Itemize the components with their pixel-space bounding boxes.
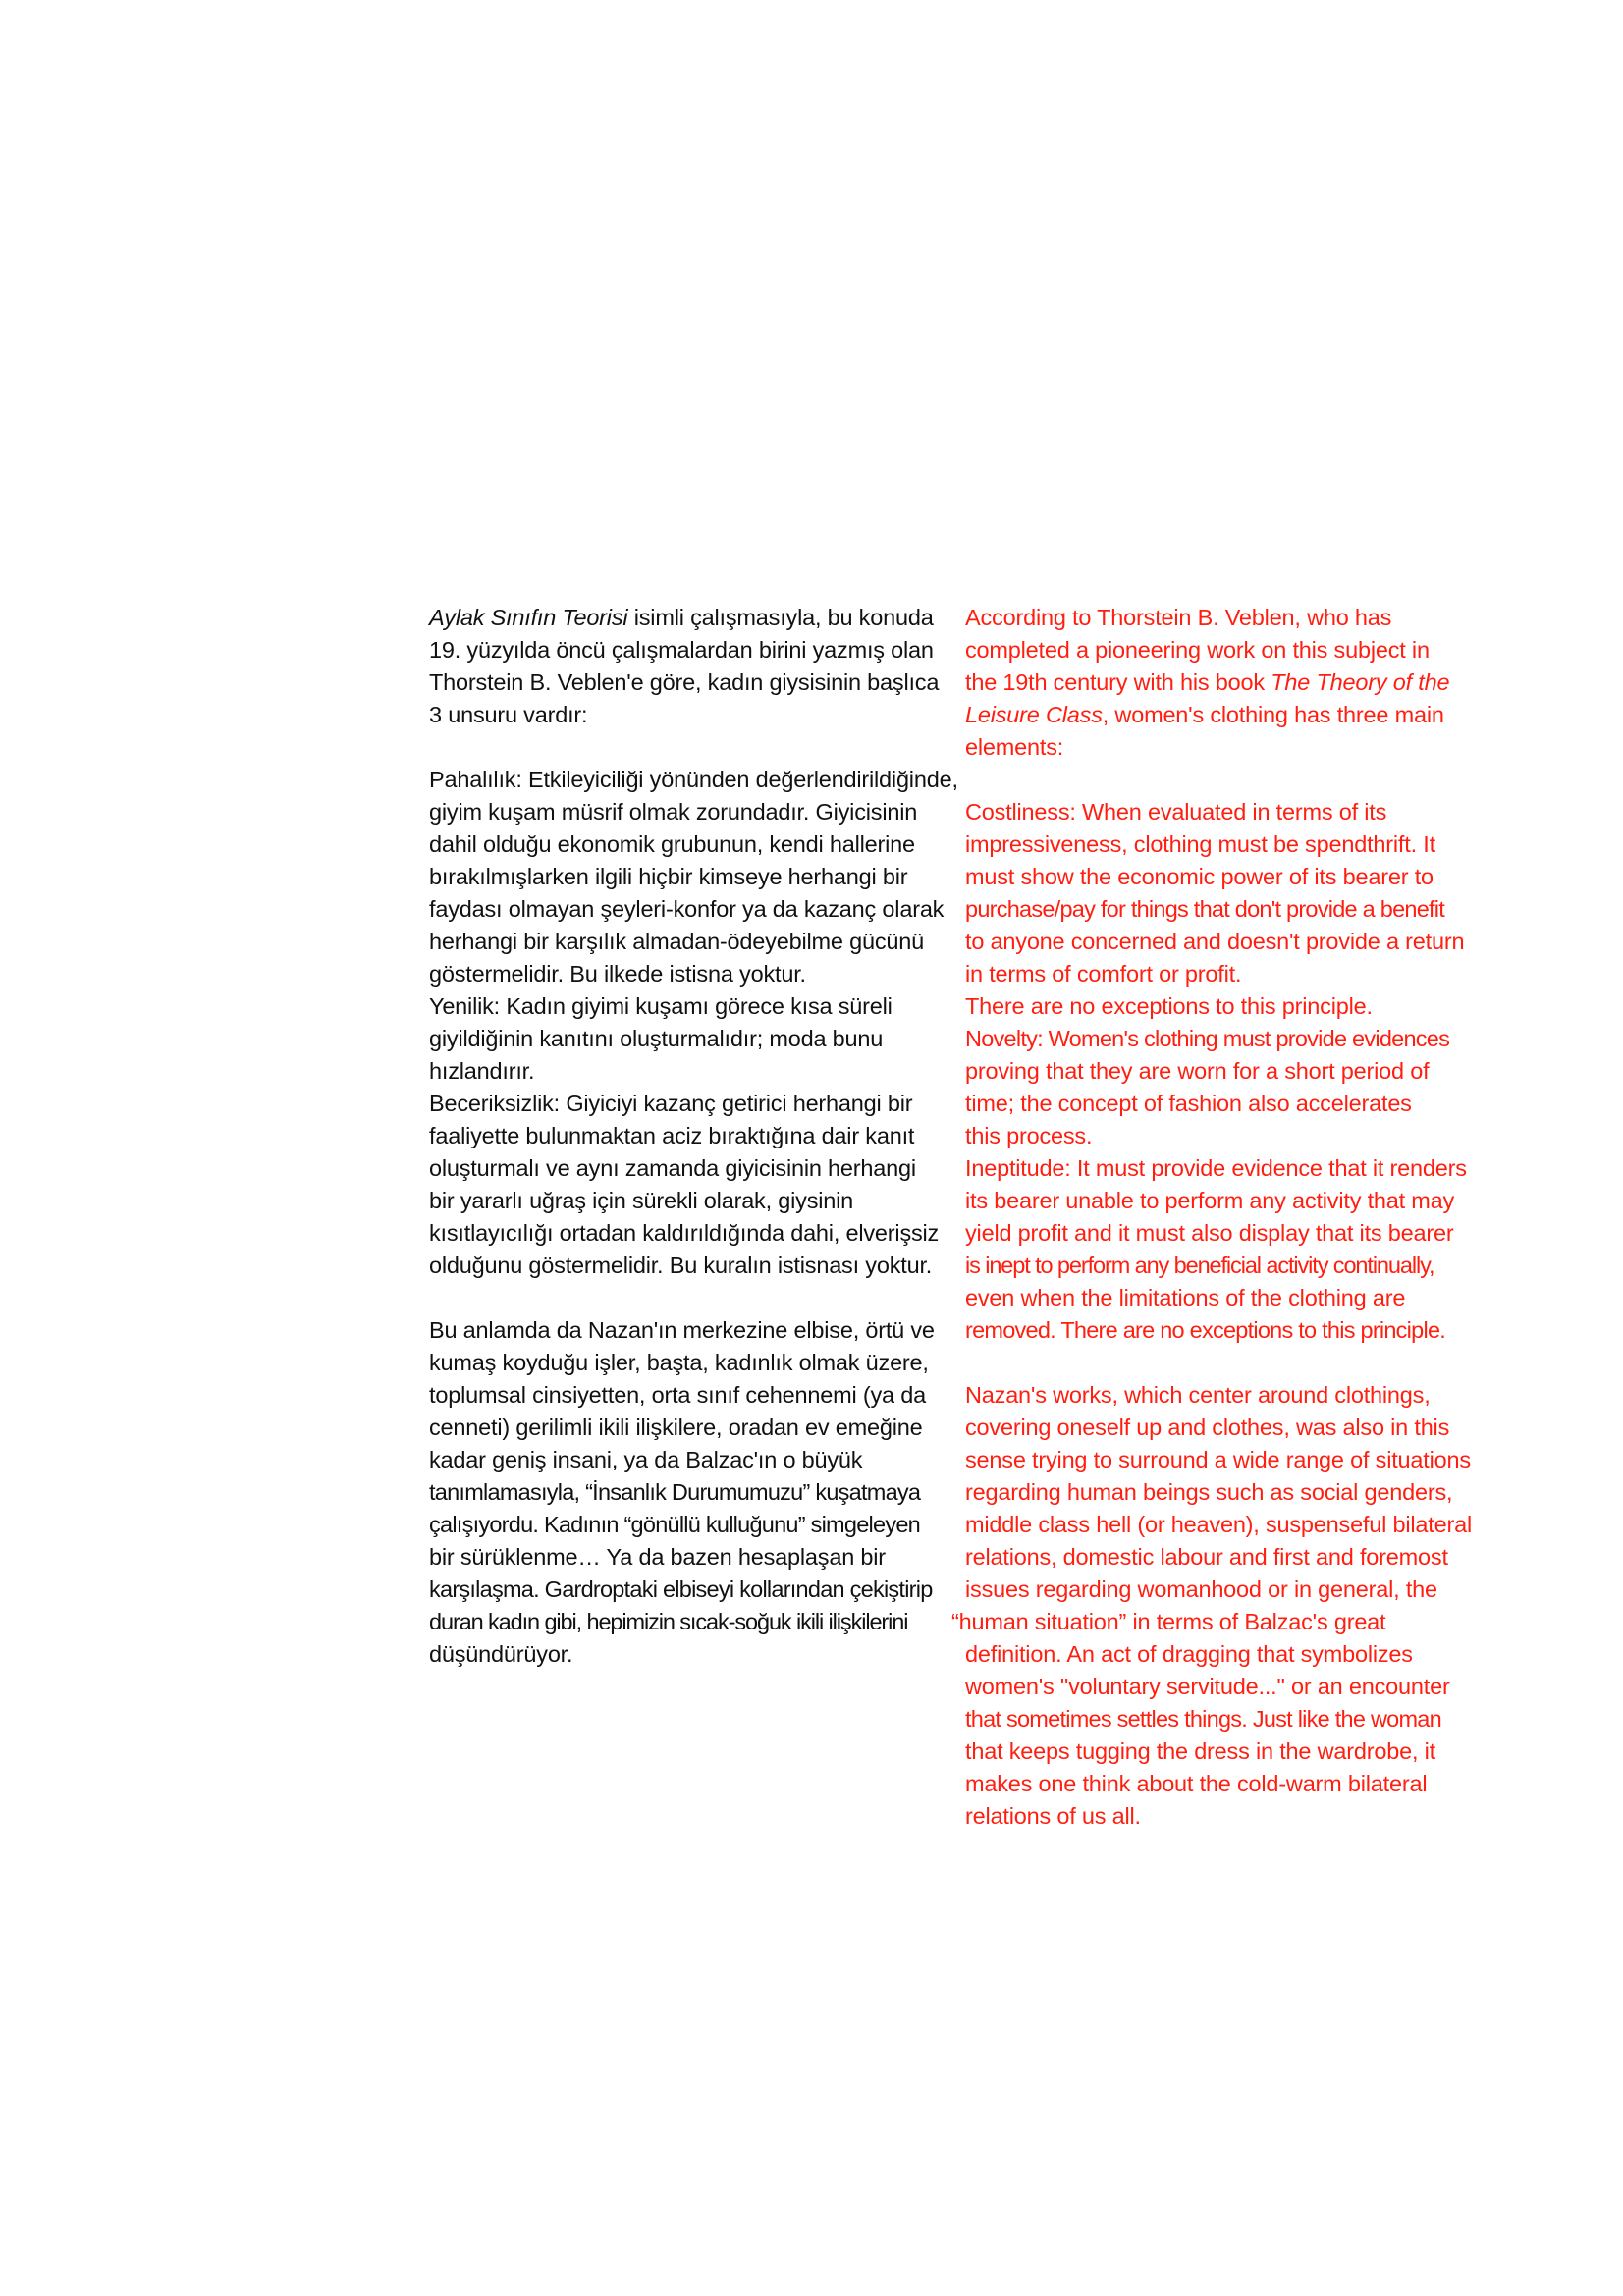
text-line: middle class hell (or heaven), suspenseful bilateral [965, 1512, 1473, 1537]
text-line: makes one think about the cold-warm bilateral [965, 1771, 1428, 1796]
text-line: relations, domestic labour and first and foremost [965, 1544, 1448, 1570]
text-line: toplumsal cinsiyetten, orta sınıf cehennemi (ya da [429, 1382, 926, 1408]
text-line: kadar geniş insani, ya da Balzac'ın o büyük [429, 1447, 863, 1472]
book-title: Aylak Sınıfın Teorisi [429, 605, 628, 630]
text-line: that sometimes settles things. Just like the woman [965, 1706, 1441, 1732]
turkish-column [429, 602, 958, 1703]
text-line: Beceriksizlik: Giyiciyi kazanç getirici herhangi bir [429, 1091, 913, 1116]
text-line: to anyone concerned and doesn't provide a return [965, 929, 1465, 954]
turkish-intro-paragraph [429, 602, 955, 731]
text-line: covering oneself up and clothes, was also in this [965, 1415, 1450, 1440]
text-line: tanımlamasıyla, “İnsanlık Durumumuzu” kuşatmaya [429, 1479, 921, 1505]
text-line: çalışıyordu. Kadının “gönüllü kulluğunu” simgeleyen [429, 1512, 920, 1537]
text-line: bir sürüklenme… Ya da bazen hesaplaşan bir [429, 1544, 886, 1570]
text-line: herhangi bir karşılık almadan-ödeyebilme gücünü [429, 929, 924, 954]
text-line: purchase/pay for things that don't provide a benefit [965, 896, 1445, 922]
text-line: giyildiğinin kanıtını oluşturmalıdır; moda bunu [429, 1026, 884, 1051]
text-line: must show the economic power of its bearer to [965, 864, 1434, 889]
text-line: There are no exceptions to this principle. [965, 993, 1373, 1019]
english-column [951, 602, 1490, 1865]
text-line: kısıtlayıcılığı ortadan kaldırıldığında dahi, elverişsiz [429, 1220, 940, 1246]
text-line: Costliness: When evaluated in terms of its [965, 799, 1387, 825]
text-line: issues regarding womanhood or in general, the [965, 1576, 1437, 1602]
text-line: cenneti) gerilimli ikili ilişkilere, oradan ev emeğine [429, 1415, 923, 1440]
turkish-elements-paragraph [429, 764, 958, 1282]
text-line: faydası olmayan şeyleri-konfor ya da kazanç olarak [429, 896, 945, 922]
text-line: göstermelidir. Bu ilkede istisna yoktur. [429, 961, 806, 987]
text-line: olduğunu göstermelidir. Bu kuralın istisnası yoktur. [429, 1253, 933, 1278]
english-elements-paragraph [965, 796, 1490, 1347]
turkish-nazan-paragraph [429, 1314, 955, 1671]
text-line: Ineptitude: It must provide evidence that it renders [965, 1155, 1467, 1181]
text-line: in terms of comfort or profit. [965, 961, 1242, 987]
text-line: completed a pioneering work on this subject in [965, 637, 1430, 663]
text-line: Leisure Class, women's clothing has three main [965, 702, 1444, 727]
text-line: relations of us all. [965, 1803, 1141, 1829]
text-line: removed. There are no exceptions to this principle. [965, 1317, 1446, 1343]
text-line: karşılaşma. Gardroptaki elbiseyi kollarından çekiştirip [429, 1576, 933, 1602]
text-line: time; the concept of fashion also accelerates [965, 1091, 1412, 1116]
text-line: duran kadın gibi, hepimizin sıcak-soğuk ikili ilişkilerini [429, 1609, 908, 1634]
book-title: The Theory of the [1271, 669, 1450, 695]
text-line: its bearer unable to perform any activity that may [965, 1188, 1455, 1213]
text-line: bırakılmışlarken ilgili hiçbir kimseye herhangi bir [429, 864, 908, 889]
text-line: Nazan's works, which center around clothings, [965, 1382, 1431, 1408]
text-line: bir yararlı uğraş için sürekli olarak, giysinin [429, 1188, 854, 1213]
text-line: “human situation” in terms of Balzac's great [951, 1609, 1386, 1634]
text-line: is inept to perform any beneficial activity continually, [965, 1253, 1434, 1278]
text-line: Pahalılık: Etkileyiciliği yönünden değerlendirildiğinde, [429, 767, 958, 792]
text-line: faaliyette bulunmaktan aciz bıraktığına dair kanıt [429, 1123, 915, 1148]
text-line: 19. yüzyılda öncü çalışmalardan birini yazmış olan [429, 637, 934, 663]
text-line: Novelty: Women's clothing must provide evidences [965, 1026, 1450, 1051]
text-line: hızlandırır. [429, 1058, 535, 1084]
text-line: Aylak Sınıfın Teorisi isimli çalışmasıyla, bu konuda [429, 605, 934, 630]
text-line: impressiveness, clothing must be spendthrift. It [965, 831, 1435, 857]
text-line: Thorstein B. Veblen'e göre, kadın giysisinin başlıca [429, 669, 940, 695]
text-line: 3 unsuru vardır: [429, 702, 588, 727]
text-line: that keeps tugging the dress in the wardrobe, it [965, 1738, 1435, 1764]
english-intro-paragraph [965, 602, 1490, 764]
text-line: yield profit and it must also display that its bearer [965, 1220, 1454, 1246]
text-line: kumaş koyduğu işler, başta, kadınlık olmak üzere, [429, 1350, 929, 1375]
text-line: Yenilik: Kadın giyimi kuşamı görece kısa süreli [429, 993, 893, 1019]
text-line: this process. [965, 1123, 1093, 1148]
english-nazan-paragraph [951, 1379, 1490, 1833]
text-line: proving that they are worn for a short period of [965, 1058, 1430, 1084]
text-line: sense trying to surround a wide range of situations [965, 1447, 1471, 1472]
text-line: the 19th century with his book The Theory of the [965, 669, 1450, 695]
text-line: even when the limitations of the clothing are [965, 1285, 1406, 1310]
text-line: regarding human beings such as social genders, [965, 1479, 1453, 1505]
text-line: definition. An act of dragging that symbolizes [965, 1641, 1413, 1667]
text-line: dahil olduğu ekonomik grubunun, kendi hallerine [429, 831, 915, 857]
text-line: women's "voluntary servitude..." or an encounter [965, 1674, 1450, 1699]
text-line: düşündürüyor. [429, 1641, 573, 1667]
text-line: oluşturmalı ve aynı zamanda giyicisinin herhangi [429, 1155, 916, 1181]
text-line: Bu anlamda da Nazan'ın merkezine elbise, örtü ve [429, 1317, 935, 1343]
text-line: elements: [965, 734, 1064, 760]
text-line: According to Thorstein B. Veblen, who has [965, 605, 1392, 630]
text-line: giyim kuşam müsrif olmak zorundadır. Giyicisinin [429, 799, 918, 825]
book-title: Leisure Class [965, 702, 1103, 727]
